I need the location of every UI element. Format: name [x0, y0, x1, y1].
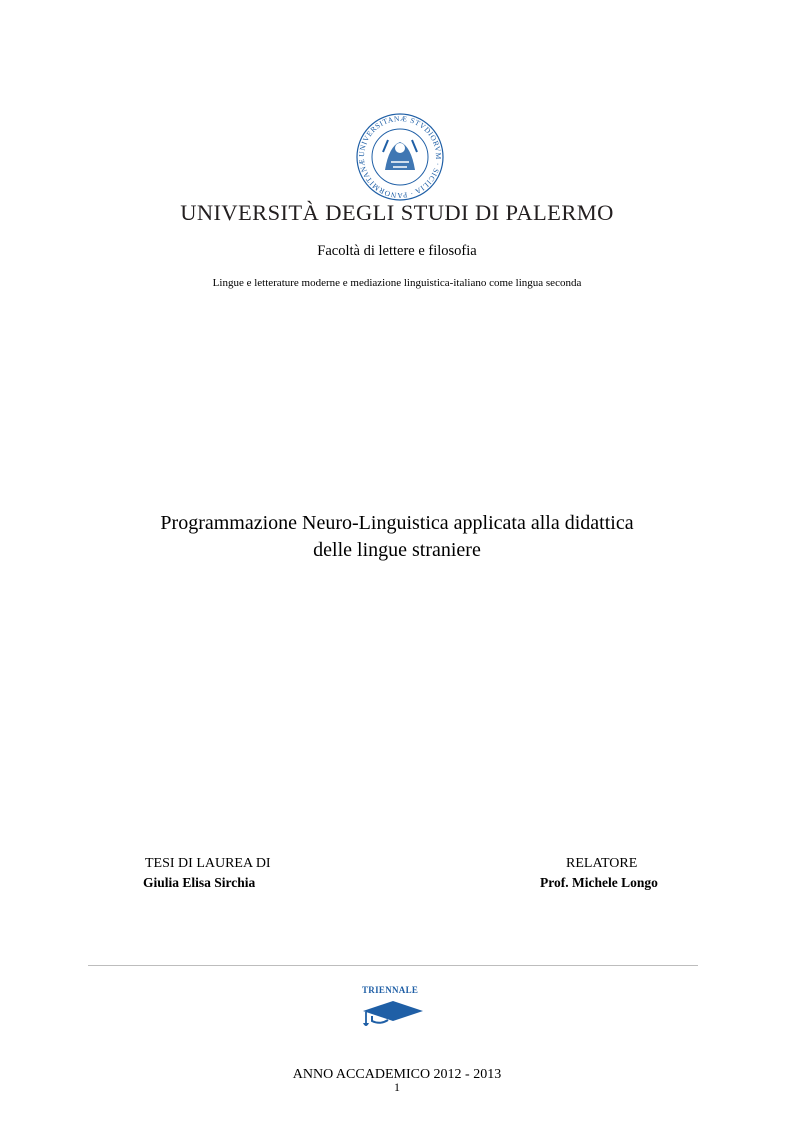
- advisor-name: Prof. Michele Longo: [540, 875, 658, 890]
- degree-level-label: TRIENNALE: [362, 985, 419, 995]
- thesis-title-line-1: Programmazione Neuro-Linguistica applicata alla didattica: [160, 512, 634, 534]
- page-number: 1: [394, 1080, 400, 1094]
- academic-year: ANNO ACCADEMICO 2012 - 2013: [292, 1067, 502, 1082]
- faculty-name: Facoltà di lettere e filosofia: [317, 243, 477, 259]
- course-name: Lingue e letterature moderne e mediazione linguistica-italiano come lingua seconda: [212, 277, 582, 289]
- divider: [88, 965, 698, 966]
- graduation-cap-icon: [360, 999, 426, 1031]
- university-name: UNIVERSITÀ DEGLI STUDI DI PALERMO: [180, 200, 614, 225]
- university-seal-icon: [355, 112, 445, 202]
- candidate-name: Giulia Elisa Sirchia: [143, 875, 256, 890]
- thesis-title: [0, 510, 794, 564]
- candidate-label: TESI DI LAUREA DI: [145, 856, 271, 871]
- thesis-title-line-2: delle lingue straniere: [313, 539, 481, 561]
- advisor-label: RELATORE: [566, 856, 638, 871]
- seal-text: UNIVERSITANÆ STVDIORVM · SICILIA · PANORMITANÆ: [356, 113, 444, 201]
